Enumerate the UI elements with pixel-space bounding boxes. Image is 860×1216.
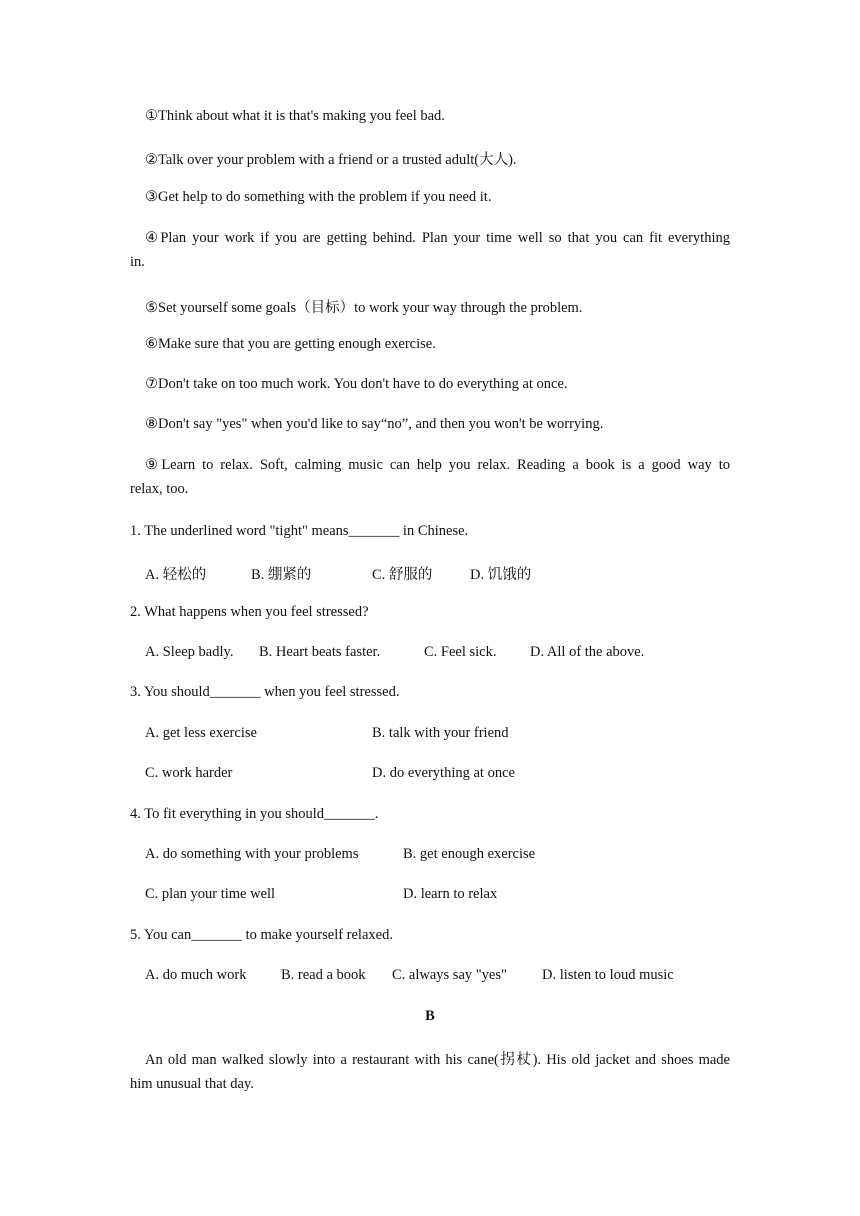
question-4-option-c: C. plan your time well: [145, 886, 276, 902]
question-3-option-d: D. do everything at once: [372, 765, 515, 781]
tip-9-line-2: relax, too.: [130, 481, 189, 497]
tip-6: ⑥Make sure that you are getting enough exercise.: [145, 336, 436, 352]
question-1-option-c: C. 舒服的: [372, 567, 433, 583]
question-1-option-a: A. 轻松的: [145, 567, 207, 583]
question-3-option-a: A. get less exercise: [145, 725, 257, 741]
question-1-stem: 1. The underlined word "tight" means_______ in Chinese.: [130, 523, 469, 539]
question-3-option-b: B. talk with your friend: [372, 725, 509, 741]
question-2-option-b: B. Heart beats faster.: [259, 644, 381, 660]
tip-1: ①Think about what it is that's making you feel bad.: [145, 108, 445, 124]
tip-4-line-1: ④Plan your work if you are getting behind. Plan your time well so that you can fit everything: [145, 230, 730, 246]
tip-4: [130, 230, 730, 271]
question-4-option-a: A. do something with your problems: [145, 846, 359, 862]
tip-8: ⑧Don't say "yes" when you'd like to say“no”, and then you won't be worrying.: [145, 416, 604, 432]
question-4-option-d: D. learn to relax: [403, 886, 498, 902]
tip-5: ⑤Set yourself some goals（目标）to work your way through the problem.: [145, 300, 583, 316]
question-5-option-b: B. read a book: [281, 967, 366, 983]
section-b-paragraph-line-2: him unusual that day.: [130, 1076, 254, 1092]
section-b-paragraph-line-1: An old man walked slowly into a restaurant with his cane(拐杖). His old jacket and shoes made: [145, 1052, 730, 1068]
question-5-option-d: D. listen to loud music: [542, 967, 674, 983]
question-4-option-b: B. get enough exercise: [403, 846, 536, 862]
question-5-stem: 5. You can_______ to make yourself relaxed.: [130, 927, 393, 943]
tip-2: ②Talk over your problem with a friend or a trusted adult(大人).: [145, 152, 517, 168]
section-b-heading: B: [425, 1008, 435, 1024]
section-b-paragraph: [130, 1048, 730, 1093]
question-2-option-a: A. Sleep badly.: [145, 644, 234, 660]
question-3-option-c: C. work harder: [145, 765, 233, 781]
question-4-stem: 4. To fit everything in you should_______.: [130, 806, 379, 822]
tip-7: ⑦Don't take on too much work. You don't have to do everything at once.: [145, 376, 568, 392]
question-5-option-c: C. always say "yes": [392, 967, 507, 983]
tip-9: [130, 457, 730, 498]
tip-9-line-1: ⑨Learn to relax. Soft, calming music can help you relax. Reading a book is a good way to: [145, 457, 730, 473]
tip-4-line-2: in.: [130, 254, 145, 270]
question-3-stem: 3. You should_______ when you feel stressed.: [130, 684, 400, 700]
question-1-option-d: D. 饥饿的: [470, 567, 532, 583]
question-2-stem: 2. What happens when you feel stressed?: [130, 604, 369, 620]
question-5-option-a: A. do much work: [145, 967, 247, 983]
question-2-option-c: C. Feel sick.: [424, 644, 497, 660]
question-2-option-d: D. All of the above.: [530, 644, 645, 660]
question-1-option-b: B. 绷紧的: [251, 567, 312, 583]
tip-3: ③Get help to do something with the problem if you need it.: [145, 189, 492, 205]
